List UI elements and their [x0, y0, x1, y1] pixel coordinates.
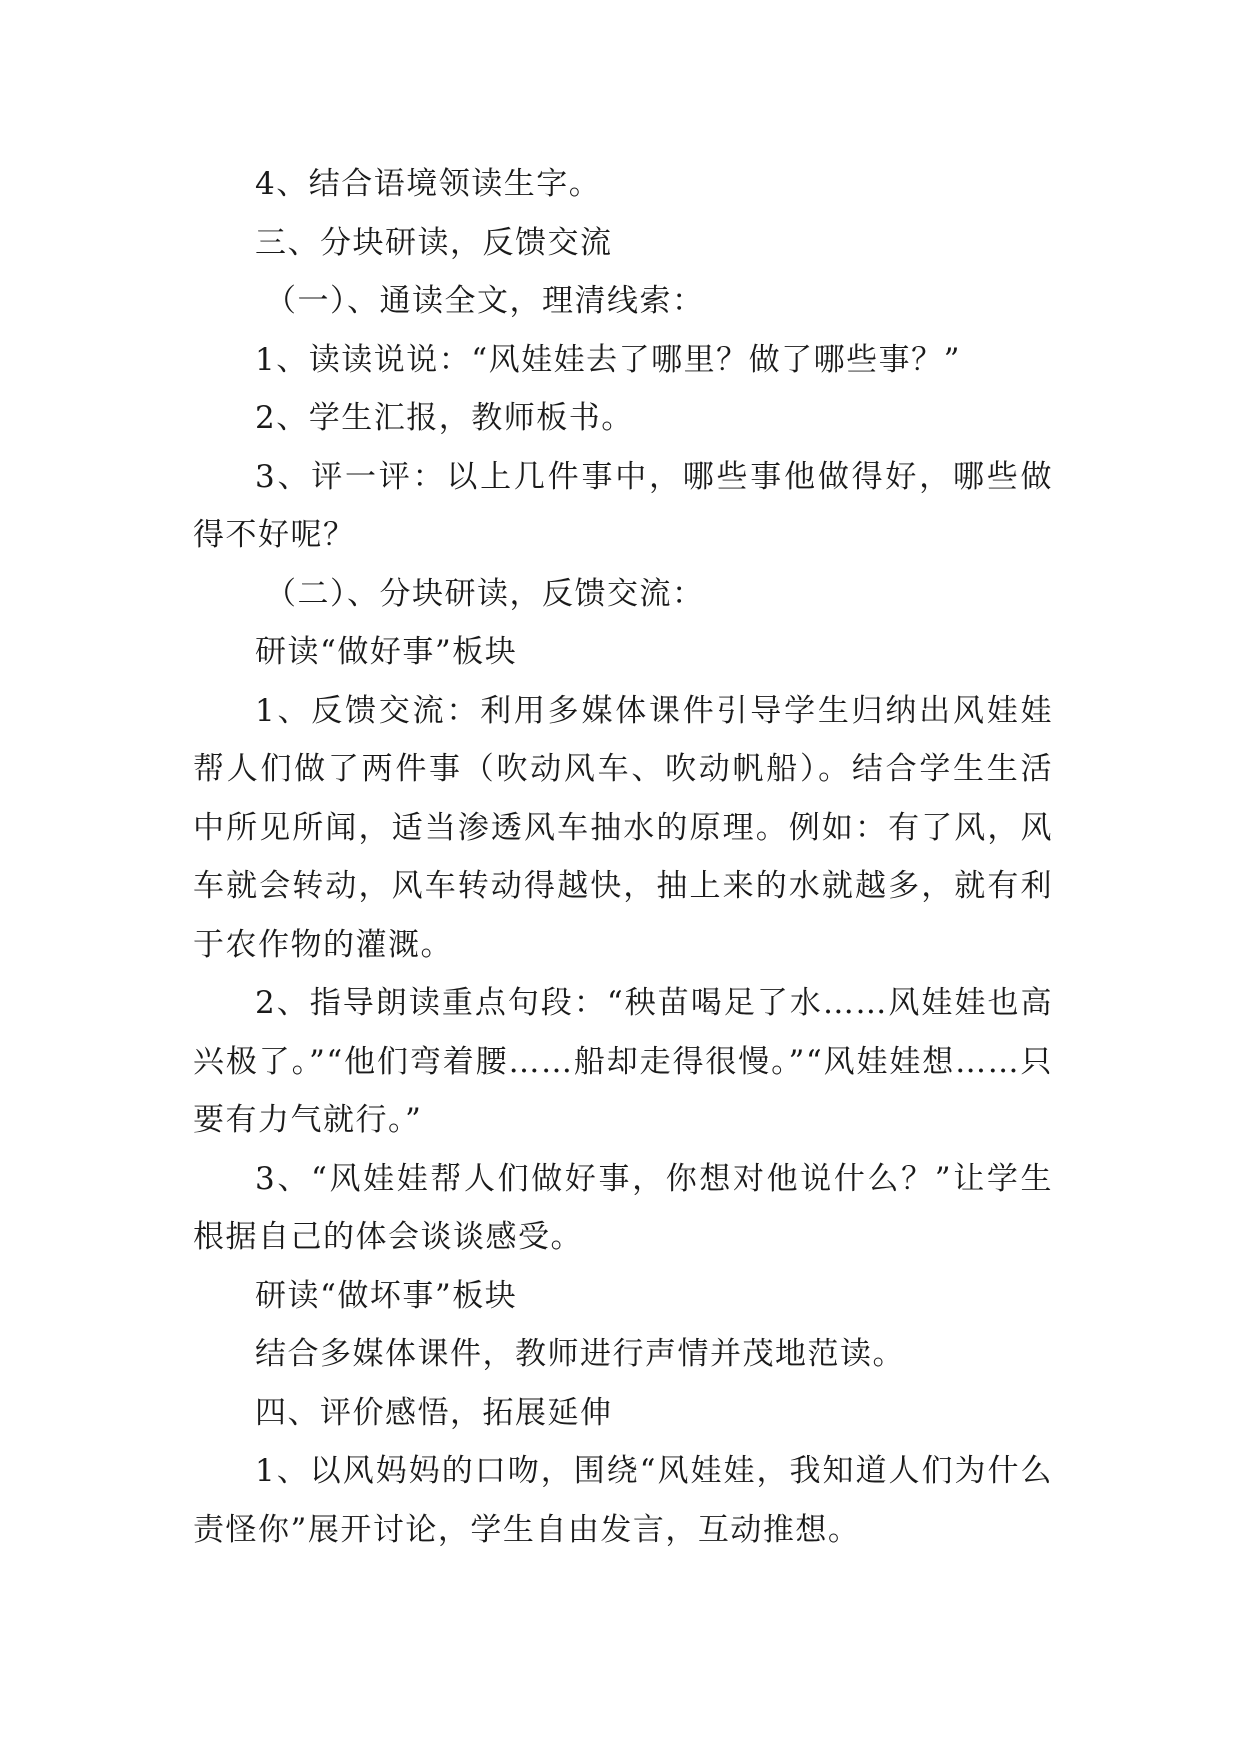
paragraph-read-and-say: 1、读读说说：“风娃娃去了哪里？做了哪些事？”: [255, 341, 961, 378]
heading-bad-deeds-block: 研读“做坏事”板块: [255, 1277, 518, 1314]
paragraph-teacher-reading: 结合多媒体课件，教师进行声情并茂地范读。: [255, 1336, 905, 1372]
paragraph-guided-reading: 2、指导朗读重点句段：“秧苗喝足了水……风娃娃也高兴极了。”“他们弯着腰……船却走得很慢。”“风娃娃想……只要有力气就行。”: [193, 985, 1053, 1138]
heading-good-deeds-block: 研读“做好事”板块: [255, 634, 518, 670]
paragraph-feedback-exchange: 1、反馈交流：利用多媒体课件引导学生归纳出风娃娃帮人们做了两件事（吹动风车、吹动帆船）。结合学生生活中所见所闻，适当渗透风车抽水的原理。例如：有了风，风车就会转动，风车转动得越快，抽上来的水就越多，就有利于农作物的灌溉。: [193, 692, 1053, 963]
subheading-part-two: （二）、分块研读，反馈交流：: [265, 575, 705, 612]
paragraph-evaluate: 3、评一评：以上几件事中，哪些事他做得好，哪些做得不好呢？: [193, 458, 1053, 553]
paragraph-what-to-say: 3、“风娃娃帮人们做好事，你想对他说什么？”让学生根据自己的体会谈谈感受。: [193, 1160, 1053, 1255]
paragraph-student-report: 2、学生汇报，教师板书。: [255, 400, 634, 436]
heading-section-three: 三、分块研读，反馈交流: [255, 224, 613, 261]
paragraph-read-new-words: 4、结合语境领读生字。: [255, 166, 602, 202]
subheading-part-one: （一）、通读全文，理清线索：: [265, 283, 705, 319]
document-body: [193, 155, 1053, 1559]
heading-section-four: 四、评价感悟，拓展延伸: [255, 1394, 613, 1431]
paragraph-discussion: 1、以风妈妈的口吻，围绕“风娃娃，我知道人们为什么责怪你”展开讨论，学生自由发言，互动推想。: [193, 1453, 1053, 1548]
